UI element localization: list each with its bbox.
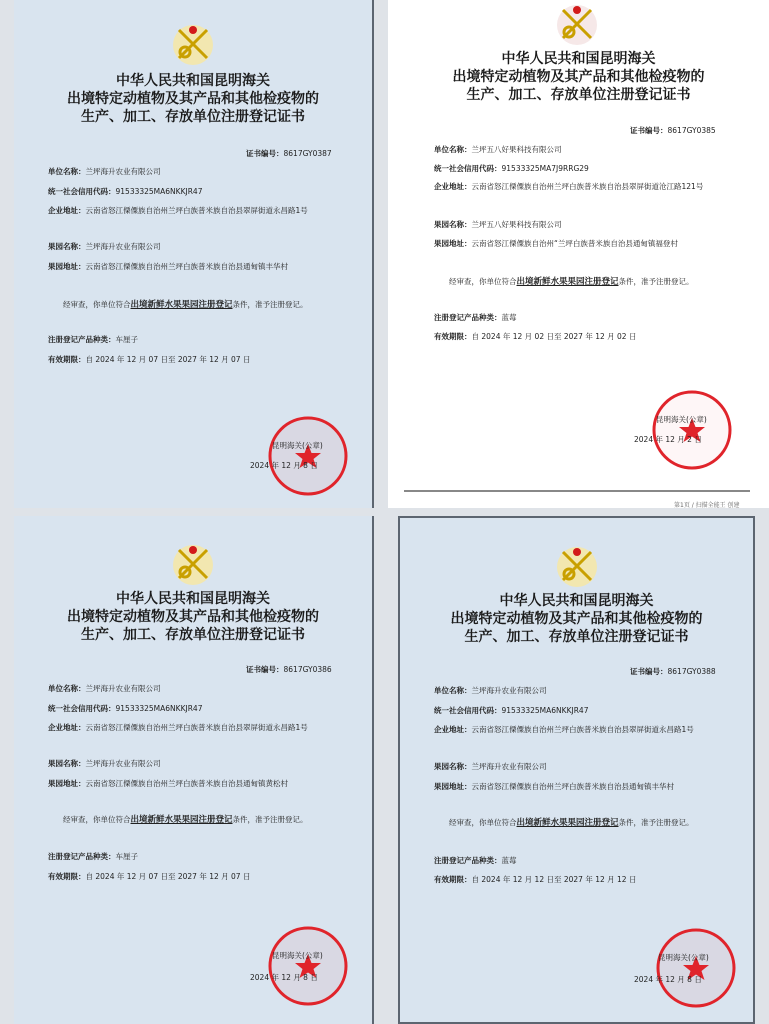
orchard-address: 果园地址：云南省怒江傈僳族自治州兰坪白族普米族自治县通甸镇黄松村	[48, 779, 288, 788]
customs-emblem-icon	[170, 542, 216, 588]
official-seal	[266, 924, 350, 1008]
official-seal	[266, 414, 350, 498]
official-seal	[654, 926, 738, 1010]
certificate-4	[398, 516, 755, 1024]
title-line1: 中华人民共和国昆明海关	[501, 51, 656, 67]
orchard-address: 果园地址：云南省怒江傈僳族自治州兰坪白族普米族自治县通甸镇丰华村	[48, 262, 288, 271]
orchard-name: 果园名称：兰坪海升农业有限公司	[48, 242, 161, 251]
enterprise-address: 企业地址：云南省怒江傈僳族自治州兰坪白族普米族自治县翠屏街道永昌路1号	[48, 723, 308, 732]
certificate-2	[388, 0, 769, 508]
validity-period: 有效期限：自 2024 年 12 月 12 日至 2027 年 12 月 12 日	[434, 875, 637, 884]
title-line1: 中华人民共和国昆明海关	[116, 73, 270, 89]
title-line1: 中华人民共和国昆明海关	[499, 593, 654, 609]
enterprise-address: 企业地址：云南省怒江傈僳族自治州兰坪白族普米族自治县翠屏街道沧江路121号	[434, 182, 704, 191]
cert-number: 证书编号：8617GY0385	[630, 126, 716, 135]
review-note: 经审查，你单位符合出境新鲜水果果园注册登记条件，准予注册登记。	[63, 300, 308, 310]
unit-name: 单位名称：兰坪海升农业有限公司	[434, 686, 547, 695]
enterprise-address: 企业地址：云南省怒江傈僳族自治州兰坪白族普米族自治县翠屏街道永昌路1号	[48, 206, 308, 215]
customs-emblem-icon	[554, 544, 600, 590]
scan-footer: 第1页 / 扫描全能王 创建	[674, 502, 740, 508]
validity-period: 有效期限：自 2024 年 12 月 07 日至 2027 年 12 月 07 日	[48, 355, 251, 364]
orchard-address: 果园地址：云南省怒江傈僳族自治州兰坪白族普米族自治县通甸镇丰华村	[434, 782, 674, 791]
customs-emblem-icon	[170, 22, 216, 68]
unit-name: 单位名称：兰坪五八好果科技有限公司	[434, 145, 562, 154]
product-type: 注册登记产品种类：蓝莓	[434, 313, 517, 322]
cert-number: 证书编号：8617GY0386	[246, 665, 332, 674]
product-type: 注册登记产品种类：蓝莓	[434, 856, 517, 865]
title-line3: 生产、加工、存放单位注册登记证书	[81, 627, 305, 643]
title-line2: 出境特定动植物及其产品和其他检疫物的	[67, 609, 319, 625]
title-line2: 出境特定动植物及其产品和其他检疫物的	[450, 611, 703, 627]
validity-period: 有效期限：自 2024 年 12 月 07 日至 2027 年 12 月 07 日	[48, 872, 251, 881]
page-divider	[404, 490, 750, 492]
unit-name: 单位名称：兰坪海升农业有限公司	[48, 684, 161, 693]
credit-code: 统一社会信用代码：91533325MA6NKKJR47	[48, 704, 203, 713]
title-line3: 生产、加工、存放单位注册登记证书	[466, 87, 691, 103]
orchard-name: 果园名称：兰坪五八好果科技有限公司	[434, 220, 562, 229]
certificate-3	[14, 516, 374, 1024]
credit-code: 统一社会信用代码：91533325MA6NKKJR47	[434, 706, 589, 715]
unit-name: 单位名称：兰坪海升农业有限公司	[48, 167, 161, 176]
title-line3: 生产、加工、存放单位注册登记证书	[464, 629, 689, 645]
cert-number: 证书编号：8617GY0388	[630, 667, 716, 676]
enterprise-address: 企业地址：云南省怒江傈僳族自治州兰坪白族普米族自治县翠屏街道永昌路1号	[434, 725, 694, 734]
orchard-address: 果园地址：云南省怒江傈僳族自治州“兰坪白族普米族自治县通甸镇福登村	[434, 239, 678, 248]
official-seal	[650, 388, 734, 472]
validity-period: 有效期限：自 2024 年 12 月 02 日至 2027 年 12 月 02 日	[434, 332, 637, 341]
title-line2: 出境特定动植物及其产品和其他检疫物的	[452, 69, 705, 85]
review-note: 经审查，你单位符合出境新鲜水果果园注册登记条件，准予注册登记。	[63, 815, 308, 825]
cert-number: 证书编号：8617GY0387	[246, 149, 332, 158]
issuer: 昆明海关(公章)	[658, 953, 709, 962]
title-line2: 出境特定动植物及其产品和其他检疫物的	[67, 91, 319, 107]
customs-emblem-icon	[554, 2, 600, 48]
credit-code: 统一社会信用代码：91533325MA6NKKJR47	[48, 187, 203, 196]
product-type: 注册登记产品种类：车厘子	[48, 335, 138, 344]
certificate-1	[14, 0, 374, 508]
title-line3: 生产、加工、存放单位注册登记证书	[81, 109, 305, 125]
credit-code: 统一社会信用代码：91533325MA7J9RRG29	[434, 164, 589, 173]
review-note: 经审查，你单位符合出境新鲜水果果园注册登记条件，准予注册登记。	[449, 277, 694, 287]
issuer: 昆明海关(公章)	[272, 441, 323, 450]
orchard-name: 果园名称：兰坪海升农业有限公司	[434, 762, 547, 771]
review-note: 经审查，你单位符合出境新鲜水果果园注册登记条件，准予注册登记。	[449, 818, 694, 828]
sign-date: 2024 年 12 月 2 日	[634, 435, 702, 444]
title-line1: 中华人民共和国昆明海关	[116, 591, 270, 607]
product-type: 注册登记产品种类：车厘子	[48, 852, 138, 861]
sign-date: 2024 年 12 月 8 日	[634, 975, 702, 984]
orchard-name: 果园名称：兰坪海升农业有限公司	[48, 759, 161, 768]
sign-date: 2024 年 12 月 8 日	[250, 973, 318, 982]
issuer: 昆明海关(公章)	[656, 415, 707, 424]
issuer: 昆明海关(公章)	[272, 951, 323, 960]
sign-date: 2024 年 12 月 8 日	[250, 461, 318, 470]
